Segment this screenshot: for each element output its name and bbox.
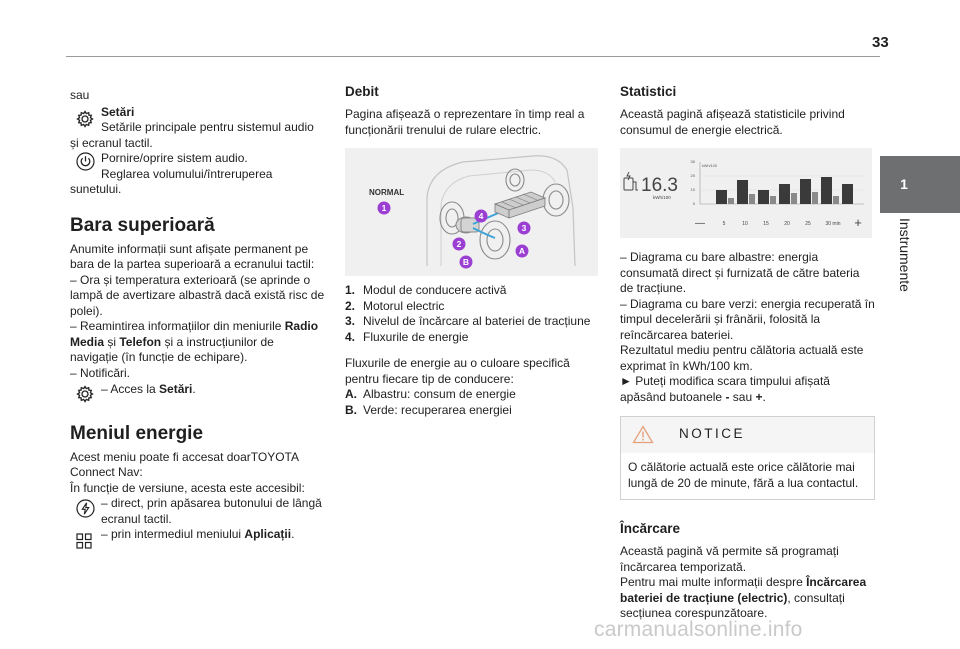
flux-list [345,387,600,418]
meniu-direct-text: – direct, prin apăsarea butonului de lângă ecranul tactil. [101,496,322,526]
callout-3 [518,222,531,235]
zoom-out-button[interactable]: — [695,218,705,229]
stat-intro: Această pagină afișează statisticile privind consumul de energie electrică. [620,107,845,137]
chart-bar [833,196,839,204]
list-item: 4. Fluxurile de energie [345,329,469,344]
chart-bar [842,184,853,204]
chart-bar [749,194,755,204]
warning-icon [632,425,654,449]
header-divider [66,56,880,57]
consumption-icon [624,172,638,190]
acces-text: – Acces la Setări. [101,382,196,396]
list-item: A. Albastru: consum de energie [345,387,516,401]
stat-item-blue: – Diagrama cu bare albastre: energia consumată direct și furnizată de către bateria de tracțiune. [620,250,860,295]
sau-text: sau [70,88,90,102]
apps-grid-icon [76,533,92,549]
stat-item-green: – Diagrama cu bare verzi: energia recuperată în timpul decelerării și frânării, folosită la reîncărcarea bateriei. [620,296,875,342]
column-2 [345,83,600,418]
incarcare-more: Pentru mai multe informații despre Încărcarea bateriei de tracțiune (electric), consultați secțiunea corespunzătoare. [620,575,867,620]
chapter-tab-label: Instrumente [897,218,913,292]
powertrain-figure [345,148,598,276]
stat-heading: Statistici [620,84,677,99]
incarcare-heading: Încărcare [620,521,681,536]
chapter-tab[interactable] [880,156,960,212]
bara-item-3: – Notificări. [70,365,131,380]
notice-box [620,416,875,500]
svg-text:1: 1 [381,203,387,213]
debit-heading: Debit [345,84,379,99]
gear-icon [76,385,94,403]
components-list [345,283,600,345]
x-tick: 30 min [825,221,841,227]
statistics-screen [620,148,872,238]
callout-2 [453,238,466,251]
flux-intro: Fluxurile de energie au o culoare specifică pentru fiecare tip de conducere: [345,356,570,386]
chart-bar [770,196,776,204]
y-tick: 0 [692,201,695,206]
power-desc-2: Reglarea volumului/întreruperea sunetului. [70,166,273,196]
page-number: 33 [872,34,889,51]
chart-bar [791,193,797,204]
chart-bar [812,192,818,204]
energy-bolt-icon [76,499,95,518]
meniu-direct-entry [70,496,325,527]
chart-bar [737,180,748,204]
powertrain-illustration [345,148,598,276]
y-tick: 30 [690,159,695,164]
meniu-heading: Meniul energie [70,422,204,444]
chapter-tab-number: 1 [900,176,908,192]
notice-body [621,453,874,499]
meniu-apps-text: – prin intermediul meniului Aplicații. [101,527,295,541]
chart-bar [758,190,769,204]
svg-text:4: 4 [478,211,484,221]
x-tick: 15 [763,221,769,227]
column-1 [70,88,325,543]
stat-average: Rezultatul mediu pentru călătoria actuală este exprimat în kWh/100 km. [620,343,864,373]
power-icon [76,152,95,171]
stat-scale: ► Puteți modifica scara timpului afișată apăsând butoanele - sau +. [620,374,830,404]
notice-text: O călătorie actuală este orice călătorie mai lungă de 20 de minute, fără a lua contactul. [628,460,859,490]
meniu-version: În funcție de versiune, acesta este accesibil: [70,480,305,495]
acces-entry [70,382,325,398]
consumption-bars [716,177,853,204]
svg-text:B: B [462,257,470,267]
debit-intro: Pagina afișează o reprezentare în timp real a funcționării trenului de rulare electric. [345,107,585,137]
chart-bar [800,179,811,204]
notice-header [621,417,874,453]
statistics-figure [620,148,872,238]
chart-bar [779,184,790,204]
y-tick: 10 [690,187,695,192]
list-item: 2. Motorul electric [345,298,445,313]
list-item: 1. Modul de conducere activă [345,283,507,297]
meniu-apps-entry [70,527,325,543]
chart-bar [821,177,832,204]
consumption-value: 16.3 [641,175,678,196]
incarcare-intro: Această pagină vă permite să programați încărcarea temporizată. [620,544,839,574]
meniu-intro: Acest meniu poate fi accesat doarTOYOTA Connect Nav: [70,449,299,479]
power-entry [70,151,325,167]
gear-icon [76,110,94,128]
list-item: 3. Nivelul de încărcare al bateriei de tracțiune [345,314,591,328]
zoom-in-button[interactable]: + [854,215,862,230]
svg-text:A: A [518,246,526,256]
power-desc-1: Pornire/oprire sistem audio. [101,151,248,165]
bara-intro: Anumite informații sunt afișate permanent pe bara de la partea superioară a ecranului tactil: [70,241,315,271]
list-item: B. Verde: recuperarea energiei [345,402,512,417]
x-tick: 5 [722,221,726,227]
mode-label: NORMAL [369,188,405,197]
settings-entry [70,105,325,121]
chart-bar [728,198,734,204]
notice-title: NOTICE [679,426,746,441]
y-tick: 20 [690,173,695,178]
chart-unit: kWh/100 [702,164,717,168]
watermark: carmanualsonline.info [594,618,803,641]
x-tick: 10 [742,221,748,227]
callout-a [516,245,529,258]
callout-b [460,256,473,269]
callout-1 [378,202,391,215]
column-3 [620,83,876,622]
bara-item-2: – Reamintirea informațiilor din meniurile Radio Media și Telefon și a instrucțiunilor de navigație (în funcție de echipare). [70,319,319,364]
svg-text:3: 3 [521,223,527,233]
chapter-tab-divider [880,212,960,213]
setari-title: Setări [101,104,135,119]
setari-desc: Setările principale pentru sistemul audio și ecranul tactil. [70,120,314,150]
consumption-unit: kWh/100 [653,195,671,200]
chart-bar [716,190,727,204]
x-tick: 20 [784,221,790,227]
svg-text:2: 2 [456,239,462,249]
callout-4 [475,210,488,223]
bara-heading: Bara superioară [70,214,215,236]
bara-item-1: – Ora și temperatura exterioară (se aprinde o lampă de avertizare albastră dacă există risc de polei). [70,272,325,318]
x-tick: 25 [805,221,811,227]
